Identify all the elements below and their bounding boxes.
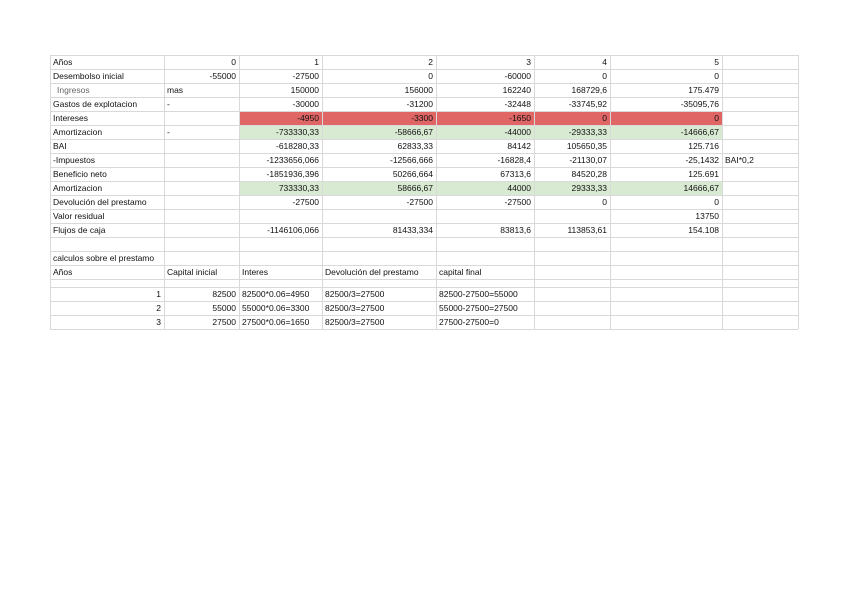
cell-r11-c2[interactable] [239,209,322,223]
cell-r0-c0[interactable]: Años [53,57,73,67]
cell-r11-c3[interactable] [322,209,436,223]
cell-r9-c3[interactable]: 58666,67 [322,181,436,195]
cell-r4-c7[interactable] [722,111,798,125]
cell-r7-c4[interactable]: -16828,4 [497,155,531,165]
cell-r6-c6[interactable]: 125.716 [688,141,719,151]
cell-r0-c4[interactable]: 3 [526,57,531,67]
cell-r2-c4[interactable]: 162240 [502,85,531,95]
cell-r7-c0[interactable]: -Impuestos [53,155,96,165]
cell-r16-c1[interactable] [164,279,239,287]
cell-r12-c7[interactable] [722,223,798,237]
cell-r19-c7[interactable] [722,315,798,329]
cell-r8-c7[interactable] [722,167,798,181]
cell-r16-c2[interactable] [239,279,322,287]
cell-r8-c2[interactable]: -1851936,396 [266,169,319,179]
cell-r10-c7[interactable] [722,195,798,209]
cell-r0-c7[interactable] [722,55,798,69]
cell-r13-c3[interactable] [322,237,436,251]
cell-r9-c7[interactable] [722,181,798,195]
cell-r1-c3[interactable]: 0 [428,71,433,81]
grid-vline [798,55,799,329]
cell-r2-c6[interactable]: 175.479 [688,85,719,95]
grid-hline [50,223,798,224]
cell-r16-c6[interactable] [610,279,722,287]
grid-hline [50,315,798,316]
cell-r15-c3[interactable]: Devolución del prestamo [325,267,419,277]
cell-r10-c0[interactable]: Devolución del prestamo [53,197,147,207]
cell-r15-c4[interactable]: capital final [439,267,482,277]
cell-r18-c3[interactable]: 82500/3=27500 [325,303,385,313]
grid-hline [50,97,798,98]
cell-r3-c4[interactable]: -32448 [504,99,531,109]
cell-r5-c0[interactable]: Amortizacion [53,127,103,137]
grid-hline [50,237,798,238]
cell-r4-c4[interactable]: -1650 [436,111,534,125]
cell-r13-c7[interactable] [722,237,798,251]
cell-r15-c0[interactable]: Años [53,267,73,277]
grid-hline [50,279,798,280]
cell-r3-c0[interactable]: Gastos de explotacion [53,99,138,109]
cell-r5-c5[interactable]: -29333,33 [534,125,610,139]
cell-r13-c1[interactable] [164,237,239,251]
cell-r6-c7[interactable] [722,139,798,153]
cell-r19-c4[interactable]: 27500-27500=0 [439,317,499,327]
cell-r19-c3[interactable]: 82500/3=27500 [325,317,385,327]
cell-r2-c1[interactable]: mas [167,85,184,95]
grid-hline [50,55,798,56]
cell-r11-c6[interactable]: 13750 [695,211,719,221]
cell-r0-c5[interactable]: 4 [602,57,607,67]
cell-r10-c3[interactable]: -27500 [406,197,433,207]
cell-r12-c2[interactable]: -1146106,066 [267,225,319,235]
cell-r18-c1[interactable]: 55000 [212,303,236,313]
cell-r9-c2[interactable]: 733330,33 [239,181,322,195]
cell-r10-c4[interactable]: -27500 [504,197,531,207]
cell-r3-c6[interactable]: -35095,76 [680,99,719,109]
cell-r1-c0[interactable]: Desembolso inicial [53,71,124,81]
cell-r0-c6[interactable]: 5 [714,57,719,67]
cell-r11-c1[interactable] [164,209,239,223]
cell-r7-c1[interactable] [164,153,239,167]
grid-hline [50,265,798,266]
cell-r0-c3[interactable]: 2 [428,57,433,67]
cell-r1-c7[interactable] [722,69,798,83]
cell-r4-c5[interactable]: 0 [534,111,610,125]
cell-r13-c2[interactable] [239,237,322,251]
cell-r6-c5[interactable]: 105650,35 [566,141,607,151]
cell-r8-c3[interactable]: 50266,664 [392,169,433,179]
cell-r5-c2[interactable]: -733330,33 [239,125,322,139]
grid-hline [50,83,798,84]
cell-r4-c2[interactable]: -4950 [239,111,322,125]
cell-r8-c1[interactable] [164,167,239,181]
cell-r14-c2[interactable] [239,251,322,265]
grid-hline [50,195,798,196]
grid-hline [50,209,798,210]
cell-r11-c0[interactable]: Valor residual [53,211,105,221]
cell-r18-c5[interactable] [534,301,610,315]
cell-r5-c6[interactable]: -14666,67 [610,125,722,139]
cell-r16-c0[interactable] [50,279,164,287]
cell-r19-c2[interactable]: 27500*0.06=1650 [242,317,310,327]
cell-r14-c7[interactable] [722,251,798,265]
cell-r9-c5[interactable]: 29333,33 [534,181,610,195]
cell-r10-c5[interactable]: 0 [602,197,607,207]
cell-r19-c5[interactable] [534,315,610,329]
cell-r11-c7[interactable] [722,209,798,223]
grid-hline [50,153,798,154]
cell-r14-c0[interactable]: calculos sobre el prestamo [53,253,155,263]
cell-r12-c3[interactable]: 81433,334 [392,225,433,235]
cell-r12-c1[interactable] [164,223,239,237]
cell-r3-c1[interactable]: - [167,99,170,109]
cell-r14-c5[interactable] [534,251,610,265]
cell-r15-c2[interactable]: Interes [242,267,268,277]
cell-r18-c4[interactable]: 55000-27500=27500 [439,303,518,313]
cell-r17-c6[interactable] [610,287,722,301]
cell-r1-c6[interactable]: 0 [714,71,719,81]
cell-r3-c3[interactable]: -31200 [406,99,433,109]
cell-r12-c4[interactable]: 83813,6 [500,225,531,235]
cell-r18-c0[interactable]: 2 [156,303,161,313]
cell-r3-c7[interactable] [722,97,798,111]
cell-r6-c1[interactable] [164,139,239,153]
cell-r3-c5[interactable]: -33745,92 [568,99,607,109]
cell-r13-c4[interactable] [436,237,534,251]
cell-r7-c2[interactable]: -1233656,066 [266,155,319,165]
cell-r16-c4[interactable] [436,279,534,287]
cell-r1-c4[interactable]: -60000 [504,71,531,81]
grid-hline [50,251,798,252]
grid-hline [50,167,798,168]
grid-hline [50,329,798,330]
cell-r5-c3[interactable]: -58666,67 [322,125,436,139]
cell-r6-c3[interactable]: 62833,33 [397,141,433,151]
cell-r19-c0[interactable]: 3 [156,317,161,327]
cell-r2-c3[interactable]: 156000 [404,85,433,95]
cell-r17-c0[interactable]: 1 [156,289,161,299]
grid-hline [50,69,798,70]
cell-r14-c3[interactable] [322,251,436,265]
cell-r5-c7[interactable] [722,125,798,139]
cell-r0-c1[interactable]: 0 [231,57,236,67]
cell-r12-c6[interactable]: 154.108 [688,225,719,235]
cell-r16-c5[interactable] [534,279,610,287]
cell-r15-c6[interactable] [610,265,722,279]
cell-r11-c5[interactable] [534,209,610,223]
cell-r2-c5[interactable]: 168729,6 [571,85,607,95]
cell-r13-c6[interactable] [610,237,722,251]
cell-r7-c6[interactable]: -25,1432 [685,155,719,165]
cell-r18-c7[interactable] [722,301,798,315]
grid-hline [50,111,798,112]
cell-r2-c7[interactable] [722,83,798,97]
cell-r0-c2[interactable]: 1 [314,57,319,67]
cell-r15-c1[interactable]: Capital inicial [167,267,218,277]
cell-r7-c7[interactable]: BAI*0,2 [725,155,754,165]
cell-r4-c3[interactable]: -3300 [322,111,436,125]
cell-r1-c5[interactable]: 0 [602,71,607,81]
cell-r17-c2[interactable]: 82500*0.06=4950 [242,289,310,299]
cell-r7-c3[interactable]: -12566,666 [389,155,433,165]
cell-r10-c6[interactable]: 0 [714,197,719,207]
cell-r14-c6[interactable] [610,251,722,265]
cell-r9-c6[interactable]: 14666,67 [610,181,722,195]
cell-r8-c4[interactable]: 67313,6 [500,169,531,179]
cell-r17-c7[interactable] [722,287,798,301]
cell-r18-c6[interactable] [610,301,722,315]
cell-r17-c4[interactable]: 82500-27500=55000 [439,289,518,299]
cell-r16-c7[interactable] [722,279,798,287]
cell-r19-c1[interactable]: 27500 [212,317,236,327]
grid-hline [50,125,798,126]
cell-r10-c2[interactable]: -27500 [292,197,319,207]
cell-r6-c2[interactable]: -618280,33 [275,141,319,151]
cell-r15-c7[interactable] [722,265,798,279]
cell-r1-c1[interactable]: -55000 [209,71,236,81]
cell-r19-c6[interactable] [610,315,722,329]
cell-r16-c3[interactable] [322,279,436,287]
cell-r8-c0[interactable]: Beneficio neto [53,169,107,179]
cell-r9-c0[interactable]: Amortizacion [53,183,103,193]
grid-hline [50,139,798,140]
cell-r11-c4[interactable] [436,209,534,223]
cell-r15-c5[interactable] [534,265,610,279]
cell-r8-c6[interactable]: 125.691 [688,169,719,179]
cell-r14-c1[interactable] [164,251,239,265]
cell-r4-c6[interactable]: 0 [610,111,722,125]
cell-r2-c0[interactable]: Ingresos [57,85,90,95]
cell-r13-c0[interactable] [50,237,164,251]
cell-r4-c1[interactable] [164,111,239,125]
cell-r12-c0[interactable]: Flujos de caja [53,225,106,235]
cell-r17-c5[interactable] [534,287,610,301]
cell-r2-c2[interactable]: 150000 [290,85,319,95]
cell-r17-c3[interactable]: 82500/3=27500 [325,289,385,299]
cell-r18-c2[interactable]: 55000*0.06=3300 [242,303,310,313]
cell-r7-c5[interactable]: -21130,07 [569,155,607,165]
cell-r13-c5[interactable] [534,237,610,251]
cell-r5-c1[interactable]: - [167,127,170,137]
cell-r5-c4[interactable]: -44000 [436,125,534,139]
cell-r8-c5[interactable]: 84520,28 [571,169,607,179]
grid-hline [50,181,798,182]
cell-r10-c1[interactable] [164,195,239,209]
cell-r17-c1[interactable]: 82500 [212,289,236,299]
cell-r4-c0[interactable]: Intereses [53,113,88,123]
grid-hline [50,301,798,302]
cell-r9-c1[interactable] [164,181,239,195]
cell-r6-c0[interactable]: BAI [53,141,67,151]
grid-hline [50,287,798,288]
cell-r9-c4[interactable]: 44000 [436,181,534,195]
cell-r12-c5[interactable]: 113853,61 [567,225,607,235]
cell-r6-c4[interactable]: 84142 [507,141,531,151]
cell-r14-c4[interactable] [436,251,534,265]
cell-r3-c2[interactable]: -30000 [292,99,319,109]
cell-r1-c2[interactable]: -27500 [292,71,319,81]
